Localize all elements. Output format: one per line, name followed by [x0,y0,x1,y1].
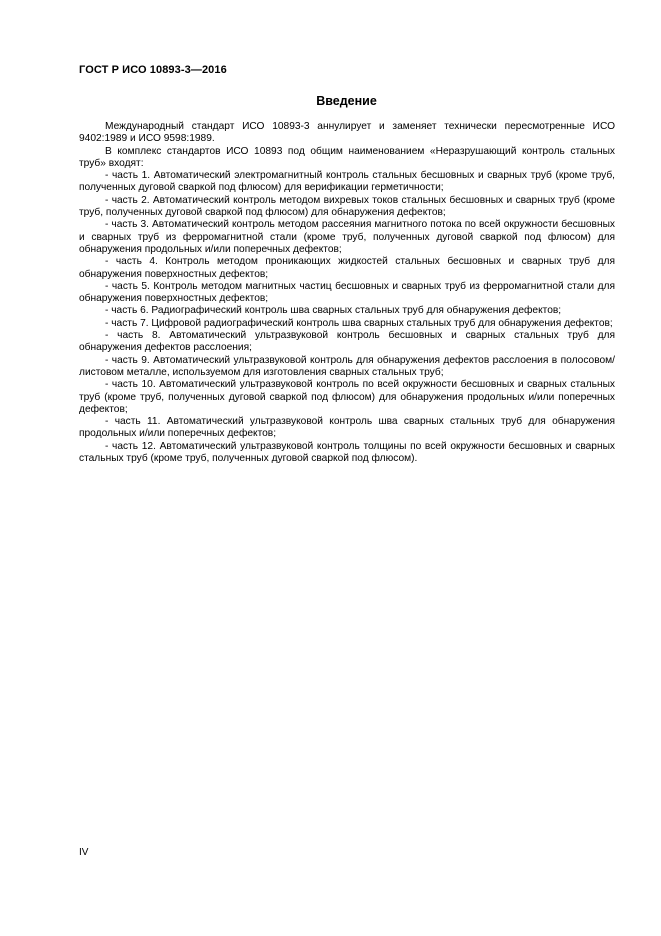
paragraph-intro: Международный стандарт ИСО 10893-3 аннулирует и заменяет технически пересмотренные ИСО 9402:1989 и ИСО 9598:1989. [79,121,615,145]
list-item-part-11: - часть 11. Автоматический ультразвуковой контроль шва сварных стальных труб для обнаружения продольных и/или поперечных дефектов; [79,416,615,440]
list-item-part-8: - часть 8. Автоматический ультразвуковой контроль бесшовных и сварных стальных труб для обнаружения дефектов расслоения; [79,330,615,354]
list-item-part-5: - часть 5. Контроль методом магнитных частиц бесшовных и сварных труб из ферромагнитной стали для обнаружения поверхностных дефектов; [79,280,615,305]
page-number: IV [79,847,89,858]
list-item-part-3: - часть 3. Автоматический контроль методом рассеяния магнитного потока по всей окружности бесшовных и сварных труб из ферромагнитной стали (кроме труб, полученных дуговой сваркой под флюсом) для обнаружения продольных и/или поперечных дефектов; [79,219,615,255]
list-item-part-1: - часть 1. Автоматический электромагнитный контроль стальных бесшовных и сварных труб (кроме труб, полученных дуговой сваркой под флюсом) для верификации герметичности; [79,170,615,194]
paragraph-series: В комплекс стандартов ИСО 10893 под общим наименованием «Неразрушающий контроль стальных труб» входят: [79,145,615,169]
document-standard-id: ГОСТ Р ИСО 10893-3—2016 [79,64,227,76]
list-item-part-2: - часть 2. Автоматический контроль методом вихревых токов стальных бесшовных и сварных труб (кроме труб, полученных дуговой сваркой под флюсом) для обнаружения дефектов; [79,194,615,219]
section-title: Введение [316,94,377,108]
list-item-part-12: - часть 12. Автоматический ультразвуковой контроль толщины по всей окружности бесшовных и сварных стальных труб (кроме труб, полученных дуговой сваркой под флюсом). [79,440,615,465]
list-item-part-7: - часть 7. Цифровой радиографический контроль шва сварных стальных труб для обнаружения дефектов; [105,317,613,329]
list-item-part-4: - часть 4. Контроль методом проникающих жидкостей стальных бесшовных и сварных труб для обнаружения поверхностных дефектов; [79,256,615,280]
list-item-part-10: - часть 10. Автоматический ультразвуковой контроль по всей окружности бесшовных и сварных стальных труб (кроме труб, полученных дуговой сваркой под флюсом) для обнаружения продольных и/или поперечных дефектов; [79,379,615,415]
list-item-part-9: - часть 9. Автоматический ультразвуковой контроль для обнаружения дефектов расслоения в полосовом/листовом металле, используемом для изготовления сварных стальных труб; [79,354,615,378]
list-item-part-6: - часть 6. Радиографический контроль шва сварных стальных труб для обнаружения дефектов; [105,305,562,317]
introduction-body [79,121,615,465]
